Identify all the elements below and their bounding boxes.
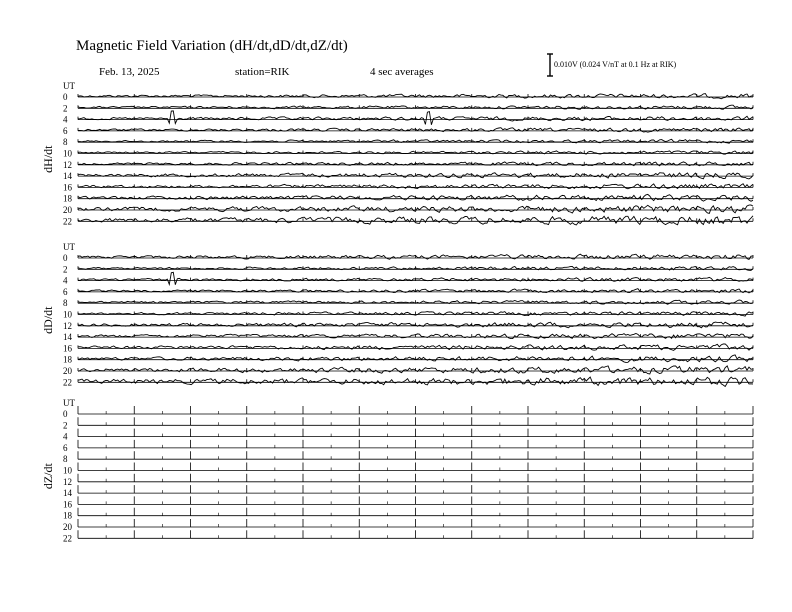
hour-tick-label: 8 (63, 298, 68, 309)
hour-tick-label: 0 (63, 92, 68, 102)
hour-tick-label: 20 (63, 522, 72, 532)
hour-tick-label: 8 (63, 137, 68, 148)
hour-tick-label: 16 (63, 182, 72, 193)
hour-tick-label: 18 (63, 193, 72, 204)
station-label: station=RIK (235, 66, 290, 78)
scale-bar-label: 0.010V (0.024 V/nT at 0.1 Hz at RIK) (554, 60, 677, 69)
hour-tick-label: 2 (63, 264, 68, 275)
trace-dddt-4 (78, 272, 753, 284)
hour-tick-label: 14 (63, 171, 72, 182)
panel-label: dH/dt (41, 145, 55, 173)
hour-tick-label: 10 (63, 309, 72, 320)
hour-tick-label: 4 (63, 431, 68, 442)
hour-tick-label: 12 (63, 320, 72, 331)
hour-tick-label: 18 (63, 510, 72, 521)
hour-tick-label: 20 (63, 366, 72, 376)
hour-tick-label: 12 (63, 476, 72, 487)
chart-title: Magnetic Field Variation (dH/dt,dD/dt,dZ/dt) (76, 38, 348, 54)
hour-tick-label: 14 (63, 488, 72, 499)
hour-tick-label: 6 (63, 286, 68, 297)
hour-tick-label: 16 (63, 343, 72, 354)
hour-tick-label: 0 (63, 409, 68, 419)
hour-tick-label: 10 (63, 148, 72, 159)
hour-tick-label: 4 (63, 275, 68, 286)
hour-tick-label: 4 (63, 114, 68, 125)
hour-tick-label: 2 (63, 103, 68, 114)
hour-tick-label: 12 (63, 159, 72, 170)
hour-tick-label: 2 (63, 420, 68, 431)
hour-tick-label: 18 (63, 354, 72, 365)
ut-label: UT (63, 81, 75, 91)
panel-label: dD/dt (41, 306, 55, 334)
hour-tick-label: 6 (63, 125, 68, 136)
trace-dddt-22 (78, 377, 753, 387)
hour-tick-label: 8 (63, 454, 68, 465)
averaging-label: 4 sec averages (370, 66, 434, 78)
panel-label: dZ/dt (41, 463, 55, 490)
ut-label: UT (63, 242, 75, 252)
hour-tick-label: 22 (63, 533, 72, 544)
hour-tick-label: 10 (63, 465, 72, 476)
trace-dddt-20 (78, 366, 753, 374)
date-label: Feb. 13, 2025 (99, 66, 160, 78)
hour-tick-label: 14 (63, 332, 72, 343)
hour-tick-label: 6 (63, 442, 68, 453)
hour-tick-label: 22 (63, 216, 72, 227)
hour-tick-label: 22 (63, 377, 72, 388)
hour-tick-label: 16 (63, 499, 72, 510)
ut-label: UT (63, 398, 75, 408)
hour-tick-label: 0 (63, 253, 68, 263)
hour-tick-label: 20 (63, 205, 72, 215)
